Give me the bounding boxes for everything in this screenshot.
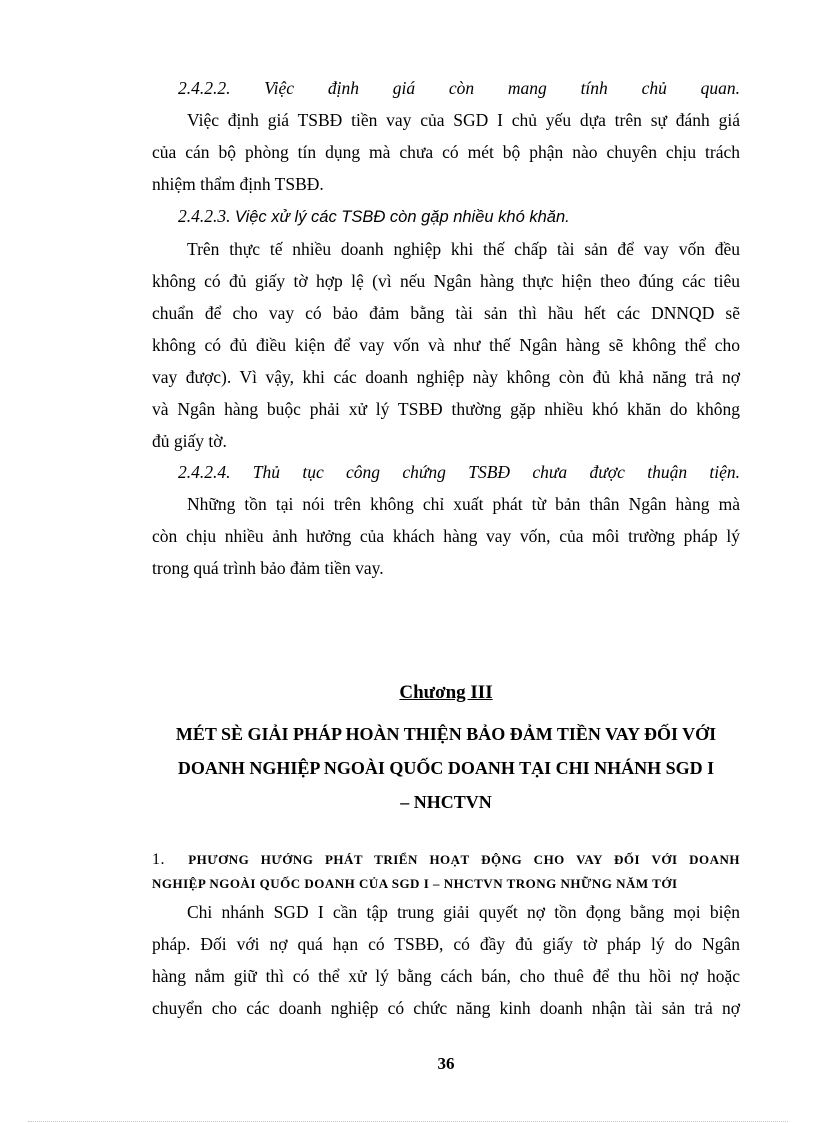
- paragraph-line: nhiệm thẩm định TSBĐ.: [152, 174, 324, 194]
- paragraph-line: không có đủ điều kiện để vay vốn và như thế Ngân hàng sẽ không thể cho: [152, 335, 740, 355]
- chapter-title: Chương III: [399, 682, 493, 703]
- paragraph-line: đủ giấy tờ.: [152, 431, 227, 451]
- section-2-4-2-4: [152, 456, 740, 584]
- section-1-heading: [152, 848, 740, 896]
- section-1-heading-line: NGHIỆP NGOÀI QUỐC DOANH CỦA SGD I – NHCTVN TRONG NHỮNG NĂM TỚI: [152, 876, 678, 891]
- paragraph-line: vay được). Vì vậy, khi các doanh nghiệp này không còn đủ khả năng trả nợ: [152, 367, 740, 387]
- paragraph-line: chuyển cho các doanh nghiệp có chức năng kinh doanh nhận tài sản trả nợ: [152, 998, 740, 1018]
- section-heading-2-4-2-3: [152, 200, 740, 233]
- paragraph-line: pháp. Đối với nợ quá hạn có TSBĐ, có đầy đủ giấy tờ pháp lý do Ngân: [152, 934, 740, 954]
- paragraph-line: và Ngân hàng buộc phải xử lý TSBĐ thường gặp nhiều khó khăn do không: [152, 399, 740, 419]
- footer-dotted-rule: [28, 1121, 788, 1122]
- section-title: Việc xử lý các TSBĐ còn gặp nhiều khó khăn.: [234, 208, 570, 226]
- paragraph-line: chuẩn để cho vay có bảo đảm bằng tài sản thì hầu hết các DNNQD sẽ: [152, 303, 740, 323]
- chapter-subtitle-line: DOANH NGHIỆP NGOÀI QUỐC DOANH TẠI CHI NHÁNH SGD I: [177, 758, 715, 778]
- section-heading-2-4-2-2: 2.4.2.2. Việc định giá còn mang tính chủ quan.: [178, 78, 740, 98]
- paragraph-line: Những tồn tại nói trên không chỉ xuất phát từ bản thân Ngân hàng mà: [187, 494, 740, 514]
- section-1-body: [152, 896, 740, 1024]
- paragraph-line: Trên thực tế nhiều doanh nghiệp khi thế chấp tài sản để vay vốn đều: [187, 239, 740, 259]
- section-heading-2-4-2-4: 2.4.2.4. Thủ tục công chứng TSBĐ chưa được thuận tiện.: [178, 462, 740, 482]
- paragraph-line: Chi nhánh SGD I cần tập trung giải quyết nợ tồn đọng bằng mọi biện: [187, 902, 740, 922]
- page-number: 36: [437, 1054, 455, 1073]
- paragraph-line: của cán bộ phòng tín dụng mà chưa có mét bộ phận nào chuyên chịu trách: [152, 142, 740, 162]
- section-2-4-2-2: [152, 72, 740, 200]
- section-number: 2.4.2.3.: [178, 206, 231, 226]
- paragraph-line: trong quá trình bảo đảm tiền vay.: [152, 558, 384, 578]
- section-1-number: 1.: [152, 851, 165, 868]
- paragraph-line: Việc định giá TSBĐ tiền vay của SGD I chủ yếu dựa trên sự đánh giá: [187, 110, 740, 130]
- paragraph-line: không có đủ giấy tờ hợp lệ (vì nếu Ngân hàng thực hiện theo đúng các tiêu: [152, 271, 740, 291]
- paragraph-line: hàng nắm giữ thì có thể xử lý bằng cách bán, cho thuê để thu hồi nợ hoặc: [152, 966, 740, 986]
- section-2-4-2-3: [152, 200, 740, 457]
- chapter-subtitle-line: – NHCTVN: [400, 792, 492, 812]
- chapter-subtitle-line: MÉT SÈ GIẢI PHÁP HOÀN THIỆN BẢO ĐẢM TIỀN VAY ĐỐI VỚI: [175, 724, 717, 744]
- section-1-heading-line: PHƯƠNG HƯỚNG PHÁT TRIỂN HOẠT ĐỘNG CHO VAY ĐỐI VỚI DOANH: [188, 852, 740, 867]
- paragraph-line: còn chịu nhiều ảnh hưởng của khách hàng vay vốn, của môi trường pháp lý: [152, 526, 740, 546]
